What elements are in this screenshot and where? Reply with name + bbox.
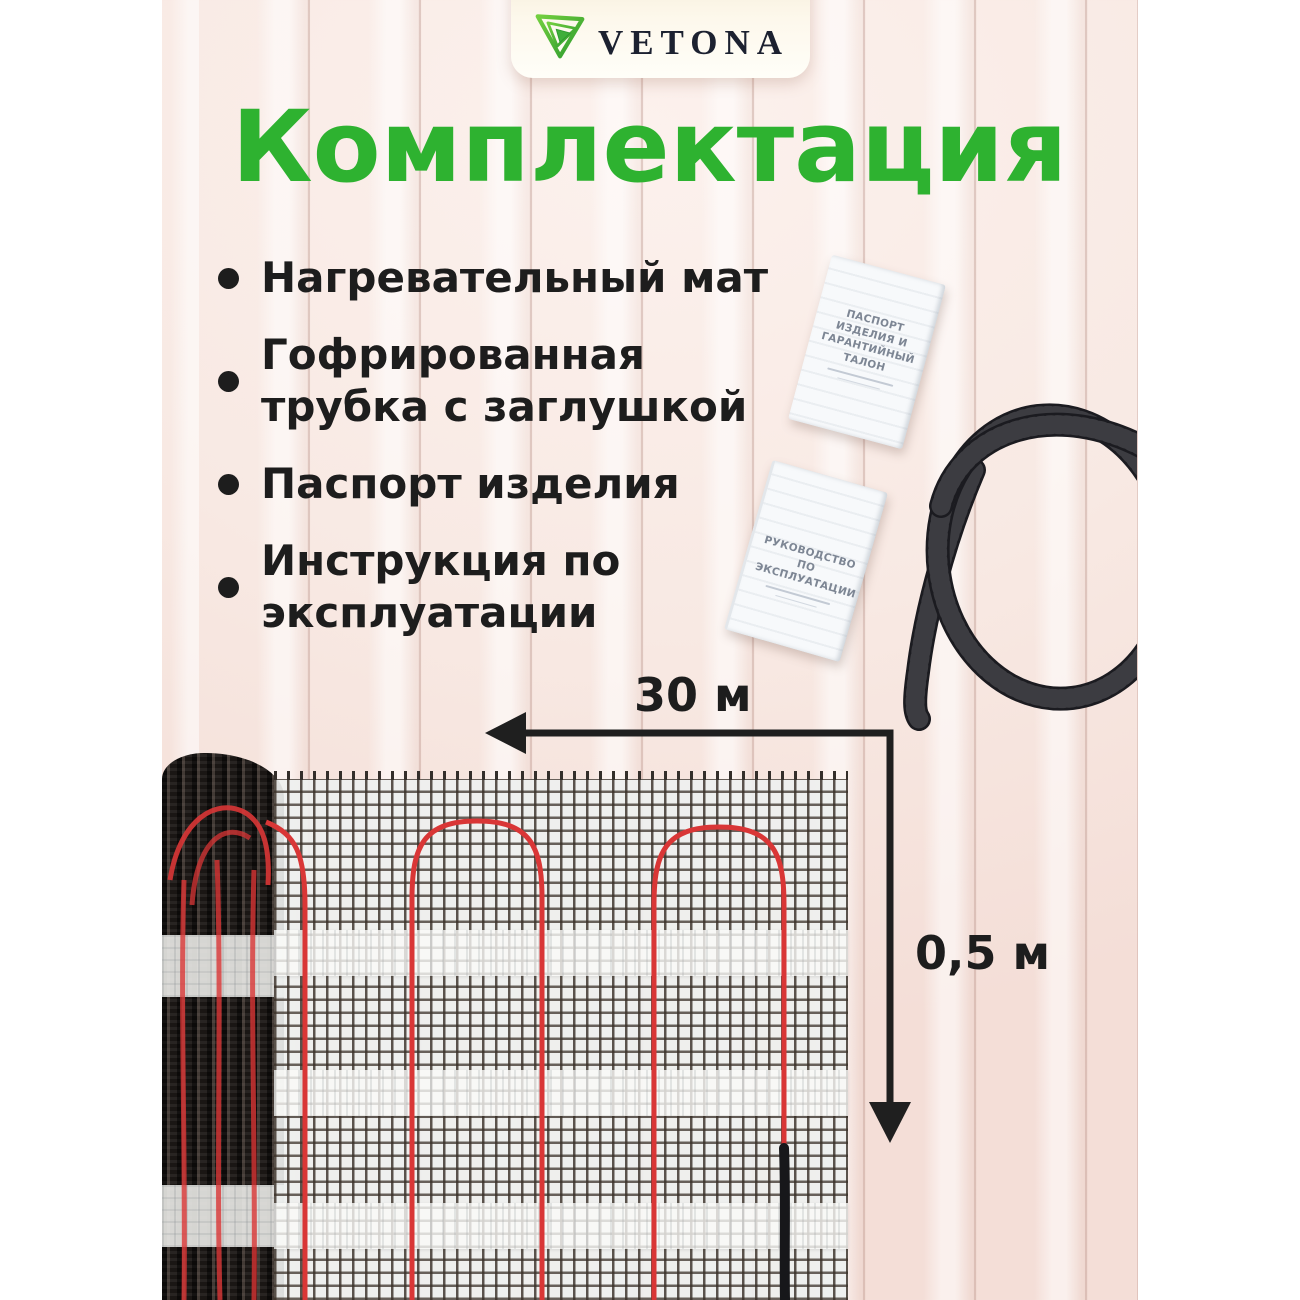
list-item-label: Инструкция по эксплуатации (261, 536, 621, 637)
mat-tape-band (274, 1203, 848, 1249)
bullet-icon (218, 577, 239, 598)
mat-tape-band (162, 1185, 284, 1247)
manual-booklet-title: РУКОВОДСТВО ПО ЭКСПЛУАТАЦИИ (753, 533, 858, 602)
arrowhead-down-icon (869, 1102, 911, 1143)
booklet-rule (775, 594, 816, 607)
brand-card (511, 0, 810, 78)
mat-tape-band (274, 930, 848, 976)
brand-triangle-icon (532, 8, 588, 60)
bullet-icon (218, 268, 239, 289)
passport-booklet-title: ПАСПОРТ ИЗДЕЛИЯ И ГАРАНТИЙНЫЙ ТАЛОН (820, 307, 916, 374)
bullet-icon (218, 474, 239, 495)
list-item-heating-mat (218, 252, 821, 304)
mat-tape-band (162, 935, 284, 997)
list-item-corrugated-tube (218, 329, 821, 433)
heating-mat-roll (162, 753, 284, 1300)
heating-mat-sheet (274, 779, 848, 1300)
list-item-label: Нагревательный мат (261, 253, 769, 302)
wood-backdrop (162, 0, 1138, 1300)
package-list (218, 252, 821, 639)
height-dimension-label: 0,5 м (915, 926, 1051, 980)
page-title: Комплектация (231, 90, 1068, 205)
list-item-label: Гофрированная трубка с заглушкой (261, 330, 748, 431)
arrowhead-left-icon (485, 712, 526, 754)
brand-name: VETONA (597, 23, 790, 62)
list-item-label: Паспорт изделия (261, 459, 680, 508)
bullet-icon (218, 371, 239, 392)
list-item-passport (218, 458, 821, 510)
width-dimension-label: 30 м (634, 668, 752, 722)
mat-tape-band (274, 1070, 848, 1116)
